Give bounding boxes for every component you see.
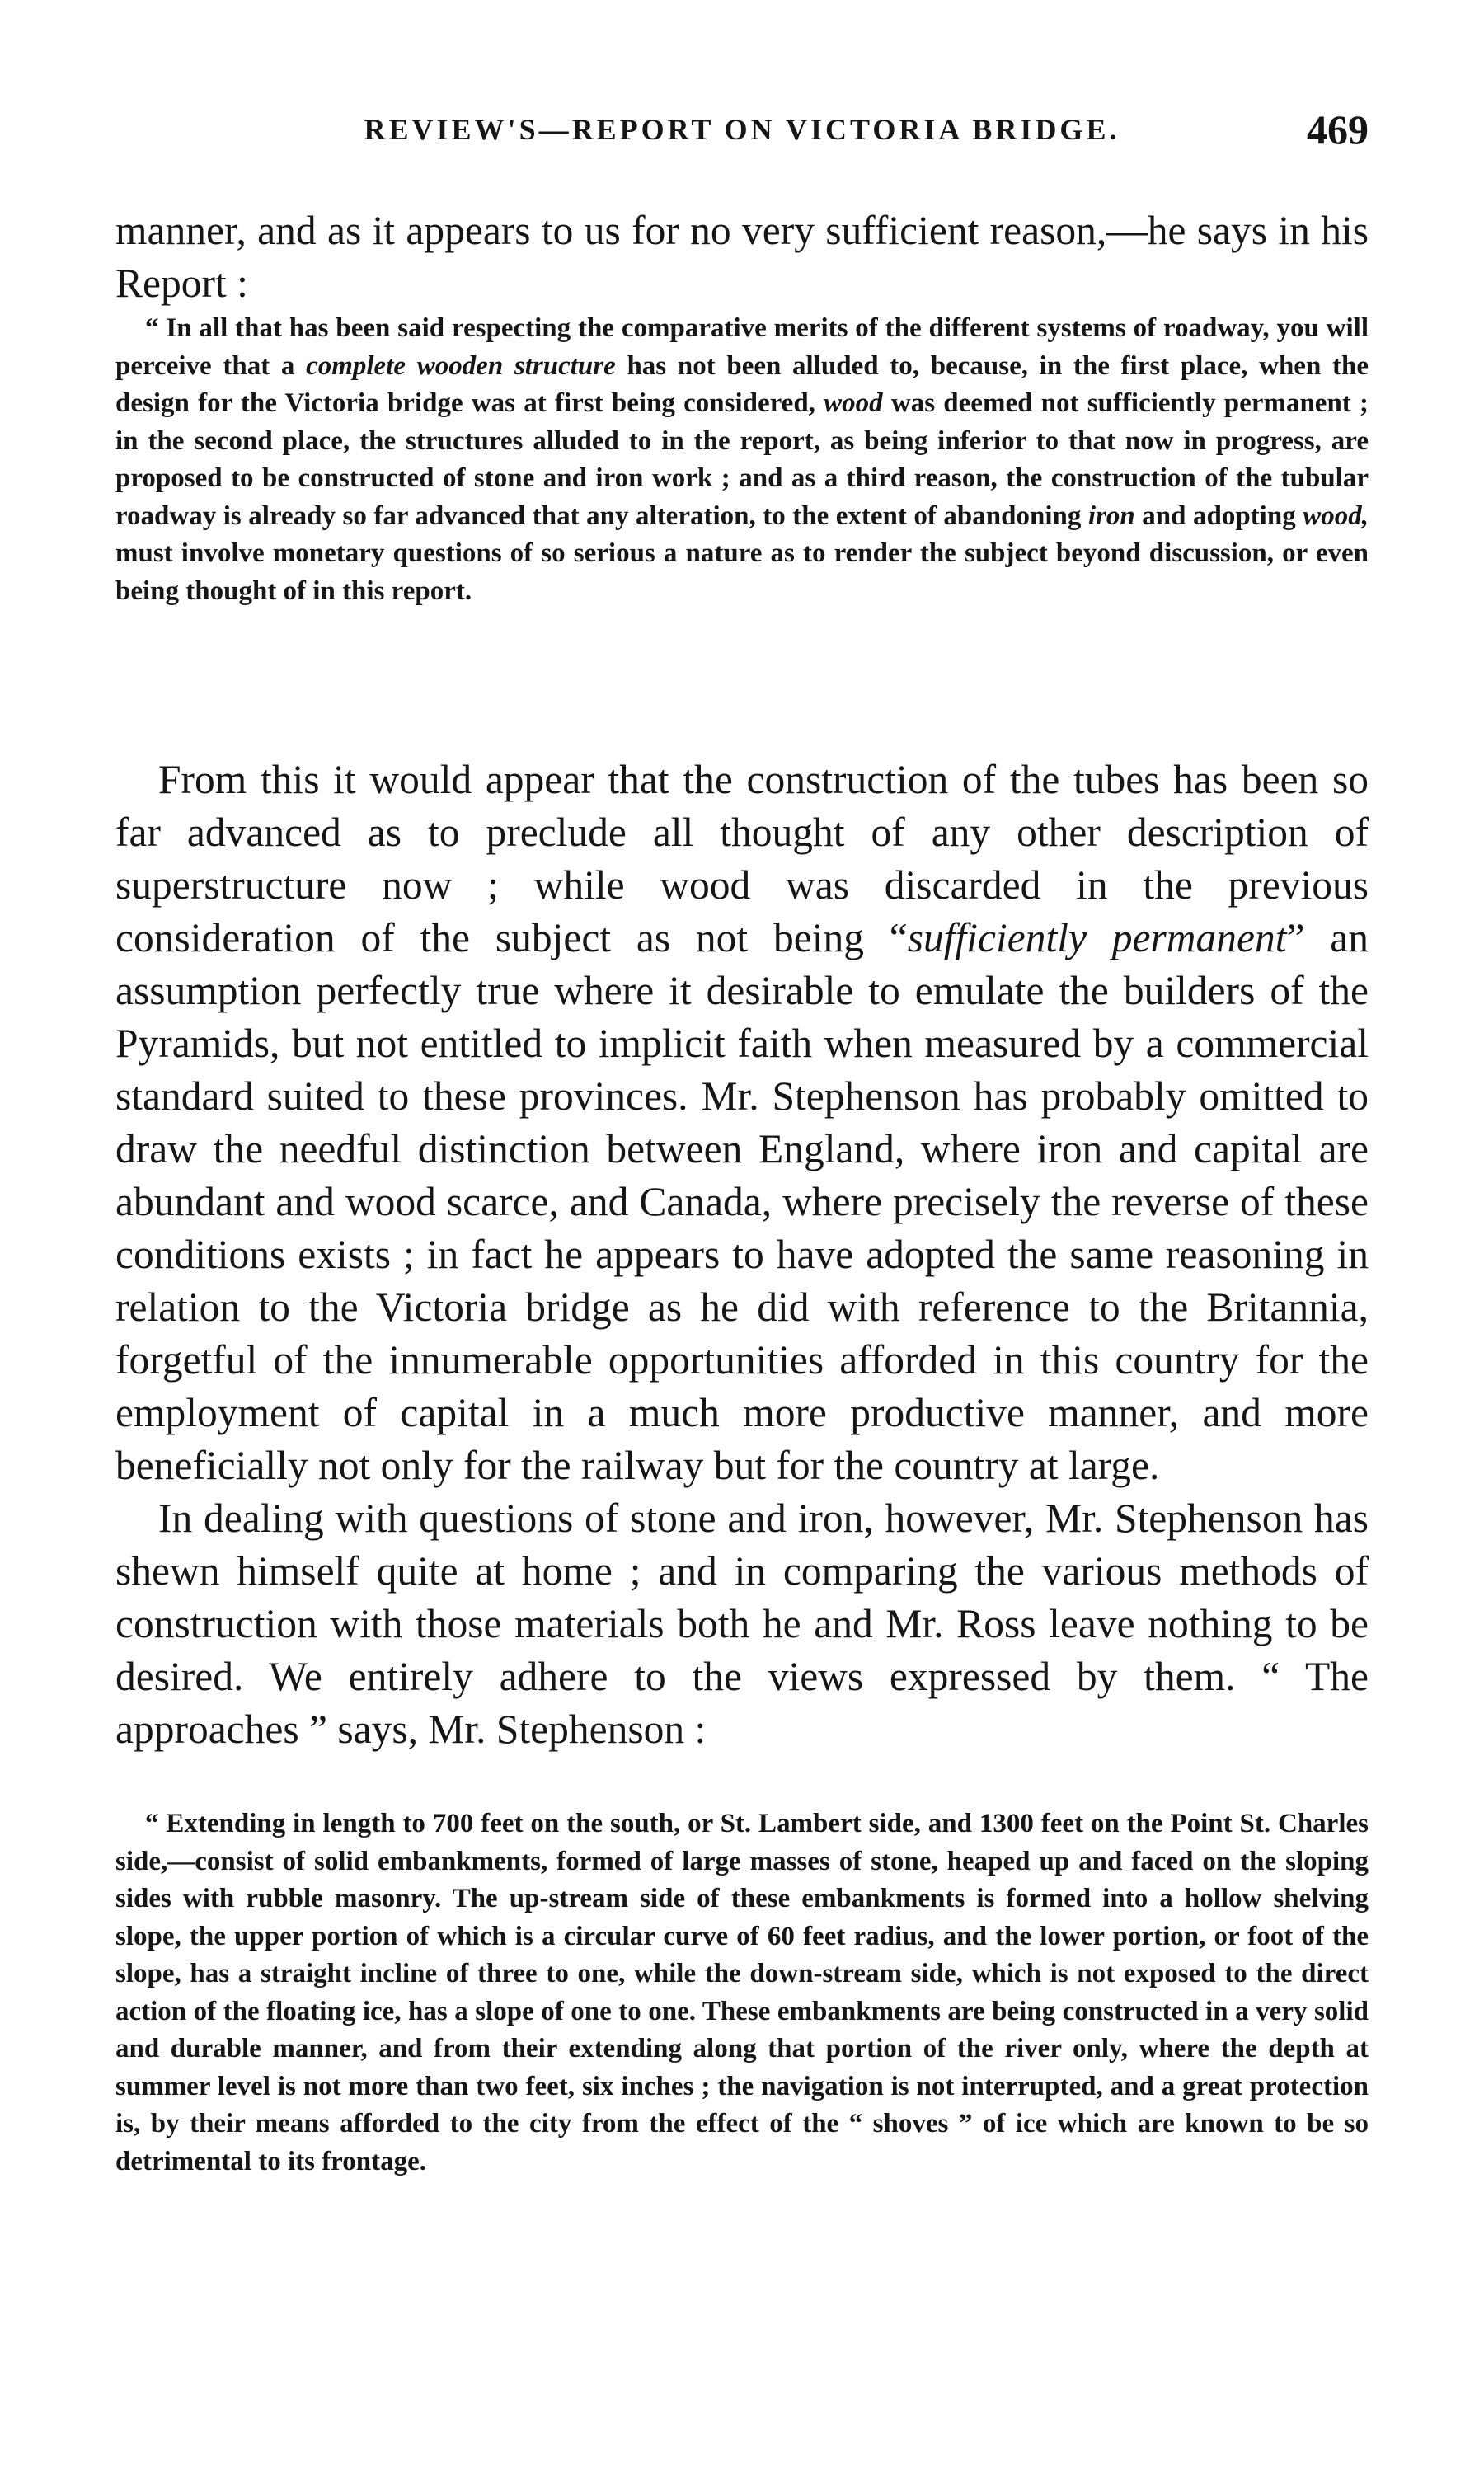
report-quotation-approaches xyxy=(115,1805,1369,2181)
paragraph-text: manner, and as it appears to us for no very sufficient reason,—he says in his Report : xyxy=(115,208,1369,306)
quote-segment: and adopting xyxy=(1134,500,1303,531)
quotation-text: “ Extending in length to 700 feet on the south, or St. Lambert side, and 1300 feet on the Point St. Charles side,—consist of solid embankments, formed of large masses of stone, heaped up and faced on the sloping sides with rubble masonry. The up-stream side of these embankments is formed into a hollow shelving slope, the upper portion of which is a circular curve of 60 feet radius, and the lower portion, or foot of the slope, has a straight incline of three to one, while the down-stream side, which is not exposed to the direct action of the floating ice, has a slope of one to one. These embankments are being constructed in a very solid and durable manner, and from their extending along that portion of the river only, where the depth at summer level is not more than two feet, six inches ; the navigation is not interrupted, and a great protection is, by their means afforded to the city from the effect of the “ shoves ” of ice which are known to be so detrimental to its frontage. xyxy=(115,1809,1369,2176)
report-quotation-wood xyxy=(115,310,1369,610)
quote-italic-segment: iron xyxy=(1087,500,1135,531)
stone-iron-paragraph: In dealing with questions of stone and iron, however, Mr. Stephenson has shewn himself quite at home ; and in comparing the various methods of construction with those materials both he and Mr. Ross leave nothing to be desired. We entirely adhere to the views expressed by them. “ The approaches ” says, Mr. Stephenson : xyxy=(115,1495,1369,1752)
quote-italic-segment: complete wooden structure xyxy=(306,350,616,381)
quote-segment: was deemed not sufficiently permanent ; in the second place, the structures alluded to in the report, as being inferior to that now in progress, are proposed to be constructed of stone and iron work ; and as a third reason, the construction of the tubular roadway is already so far advanced that any alteration, to the extent of abandoning xyxy=(115,388,1369,531)
running-header xyxy=(115,106,1369,163)
commentary-paragraph xyxy=(115,754,1369,1492)
paragraph-segment: ” an assumption perfectly true where it desirable to emulate the builders of the Pyramids, but not entitled to implicit faith when measured by a commercial standard suited to these provinces. Mr. Stephenson has probably omitted to draw the needful distinction between England, where iron and capital are abundant and wood scarce, and Canada, where precisely the reverse of these conditions exists ; in fact he appears to have adopted the same reasoning in relation to the Victoria bridge as he did with reference to the Britannia, forgetful of the innumerable opportunities afforded in this country for the employment of capital in a much more productive manner, and more beneficially not only for the railway but for the country at large. xyxy=(115,915,1369,1488)
quotation-text xyxy=(115,310,1369,610)
quote-segment: must involve monetary questions of so serious a nature as to render the subject beyond discussion, or even being thought of in this report. xyxy=(115,538,1369,606)
paragraph-italic-segment: sufficiently permanent xyxy=(907,915,1287,960)
quote-segment: has not been alluded to, because, in the first place, when the design for the Victoria bridge was at first being considered, xyxy=(115,350,1369,418)
page-number: 469 xyxy=(1307,106,1369,153)
running-title: REVIEW'S—REPORT ON VICTORIA BRIDGE. xyxy=(364,113,1120,146)
quote-italic-segment: wood xyxy=(824,388,883,418)
quote-segment: “ In all that has been said respecting the comparative merits of the different systems of roadway, you will perceive that a xyxy=(115,313,1369,381)
paragraph-segment: From this it would appear that the construction of the tubes has been so far advanced as to preclude all thought of any other description of superstructure now ; while wood was discarded in the previous consideration of the subject as not being “ xyxy=(115,757,1369,960)
commentary-block xyxy=(115,754,1369,1756)
quote-italic-segment: wood, xyxy=(1303,500,1369,531)
opening-paragraph xyxy=(115,204,1369,310)
